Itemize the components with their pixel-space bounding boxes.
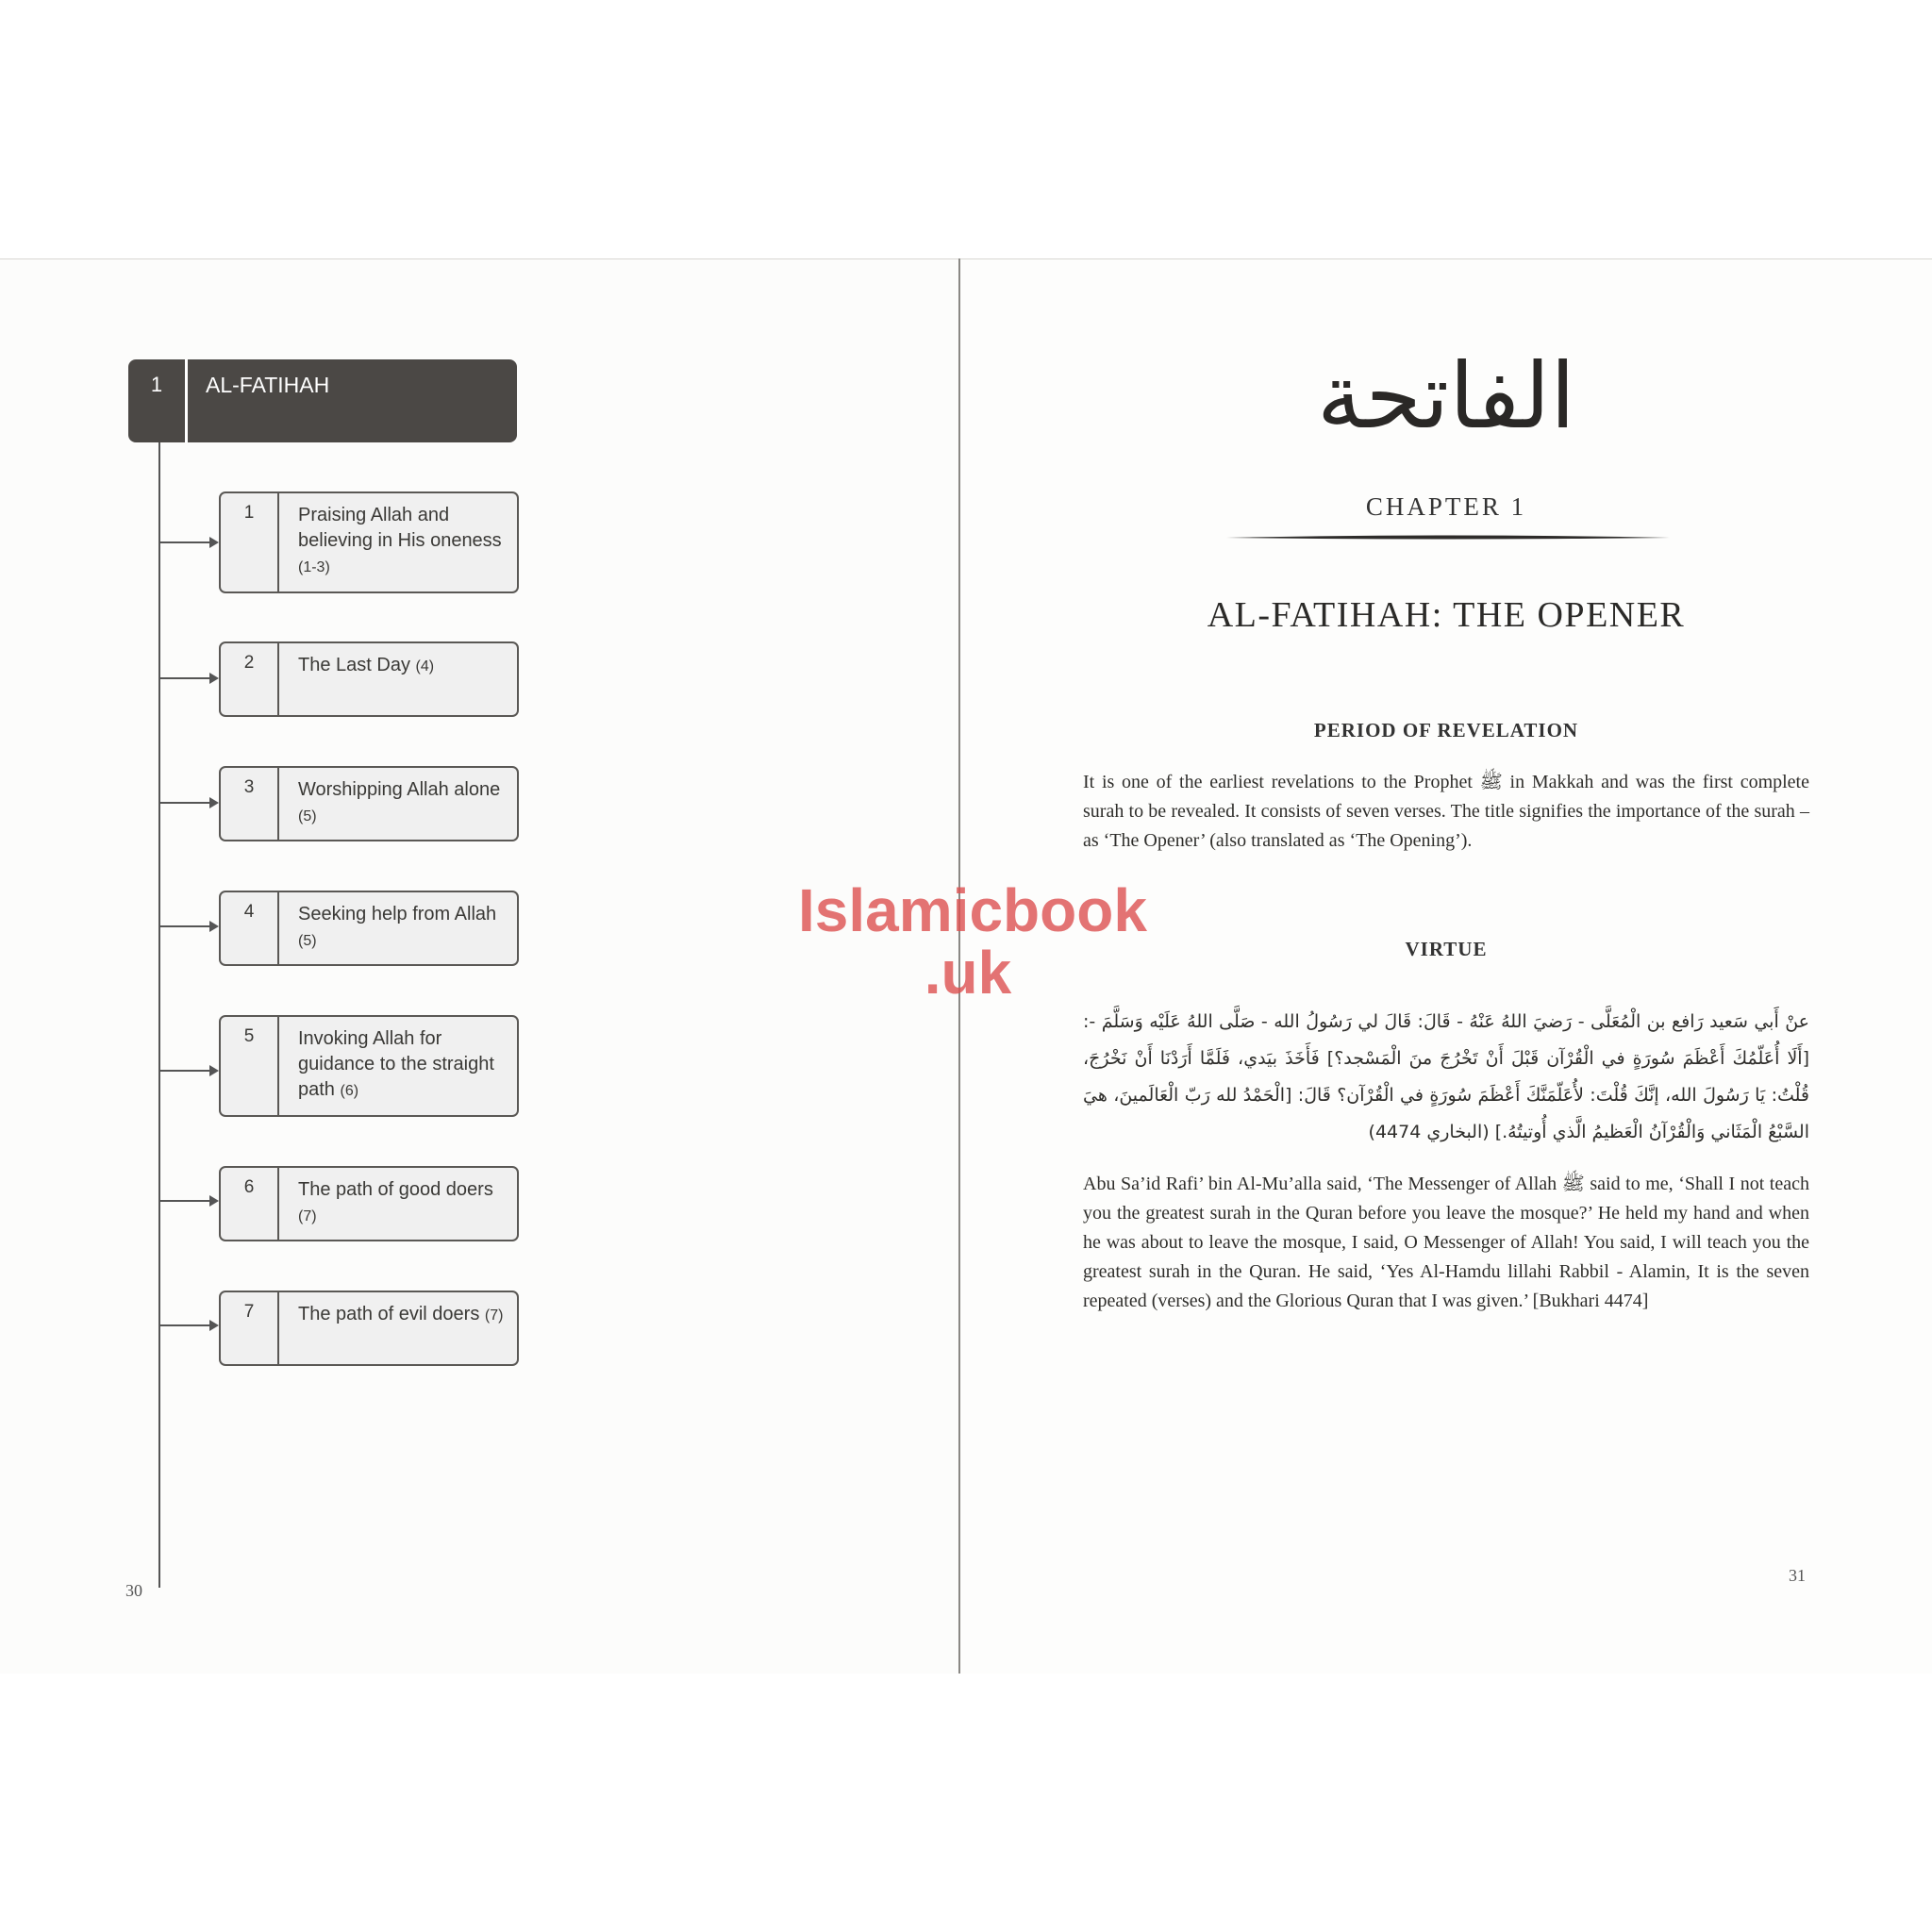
decorative-swash-rule xyxy=(1226,534,1670,541)
outline-item xyxy=(219,1291,519,1366)
outline-item-text: The Last Day (4) xyxy=(298,655,435,675)
outline-item-text: Seeking help from Allah (5) xyxy=(298,904,497,949)
outline-arrow xyxy=(158,925,211,927)
outline-item-number: 2 xyxy=(221,643,279,715)
outline-arrow xyxy=(158,1324,211,1326)
chapter-header-box xyxy=(128,359,517,442)
outline-item-text: Worshipping Allah alone (5) xyxy=(298,779,501,824)
outline-item xyxy=(219,1015,519,1117)
chapter-main-title: AL-FATIHAH: THE OPENER xyxy=(1207,595,1686,635)
chapter-label: CHAPTER 1 xyxy=(1365,492,1527,521)
english-hadith-paragraph: Abu Sa’id Rafi’ bin Al-Mu’alla said, ‘The Messenger of Allah ﷺ said to me, ‘Shall I not teach you the greatest surah in the Quran before you leave the mosque?’ He held my hand and when he was about to leave the mosque, I said, O Messenger of Allah! You said, I will teach you the greatest surah in the Quran. He said, ‘Yes Al-Hamdu lillahi Rabbil - Alamin, It is the seven repeated (verses) and the Glorious Quran that I was given.’ [Bukhari 4474] xyxy=(1083,1174,1809,1311)
watermark-text: Islamicbook .uk xyxy=(798,876,1147,1007)
outline-item-text: The path of good doers (7) xyxy=(298,1179,493,1224)
outline-item-text: Praising Allah and believing in His oneness (1-3) xyxy=(298,505,502,575)
outline-item-number: 4 xyxy=(221,892,279,964)
outline-item-text: The path of evil doers (7) xyxy=(298,1304,504,1324)
arabic-surah-title: الفاتحة xyxy=(1317,343,1575,449)
outline-item-number: 1 xyxy=(221,493,279,591)
outline-item-number: 3 xyxy=(221,768,279,840)
outline-item xyxy=(219,1166,519,1241)
chapter-number: 1 xyxy=(128,359,188,442)
top-edge xyxy=(0,258,1932,259)
outline-arrow xyxy=(158,541,211,543)
outline-item xyxy=(219,641,519,717)
page-number-left: 30 xyxy=(125,1581,142,1600)
outline-item xyxy=(219,766,519,841)
period-heading: PERIOD OF REVELATION xyxy=(1313,719,1579,741)
outline-arrow xyxy=(158,802,211,804)
outline-item xyxy=(219,891,519,966)
outline-item-text: Invoking Allah for guidance to the straight path (6) xyxy=(298,1028,494,1100)
page-number-right: 31 xyxy=(1789,1566,1806,1585)
arabic-hadith-text: عنْ أَبي سَعيد رَافع بن الْمُعَلَّى - رَضيَ اللهُ عَنْهُ - قَالَ: قَالَ لي رَسُولُ الله - صَلَّى اللهُ عَلَيْه وَسَلَّمَ -: [أَلَا أُعَلّمُكَ أَعْظَمَ سُورَةٍ في الْقُرْآن قَبْلَ أَنْ تَخْرُجَ منَ الْمَسْجد؟] فَأَخَذَ بيَدي، فَلَمَّا أَرَدْنَا أَنْ نَخْرُجَ، قُلْتُ: يَا رَسُولَ الله، إنَّكَ قُلْتَ: لأُعَلّمَنَّكَ أَعْظَمَ سُورَةٍ في الْقُرْآن؟ قَالَ: [الْحَمْدُ لله رَبّ الْعَالَمينَ، هيَ السَّبْعُ الْمَثَاني وَالْقُرْآنُ الْعَظيمُ الَّذي أُوتيتُهُ.] (البخاري 4474) xyxy=(1083,1011,1809,1142)
outline-arrow xyxy=(158,1070,211,1072)
chapter-title: AL-FATIHAH xyxy=(206,373,330,397)
outline-item xyxy=(219,491,519,593)
outline-trunk-line xyxy=(158,442,160,1588)
outline-item-number: 7 xyxy=(221,1292,279,1364)
outline-item-number: 6 xyxy=(221,1168,279,1240)
virtue-heading: VIRTUE xyxy=(1405,938,1488,960)
outline-arrow xyxy=(158,677,211,679)
outline-item-number: 5 xyxy=(221,1017,279,1115)
book-spread xyxy=(0,258,1932,1674)
outline-arrow xyxy=(158,1200,211,1202)
period-paragraph: It is one of the earliest revelations to the Prophet ﷺ in Makkah and was the first complete surah to be revealed. It consists of seven verses. The title signifies the importance of the surah – as ‘The Opener’ (also translated as ‘The Opening’). xyxy=(1083,772,1809,851)
